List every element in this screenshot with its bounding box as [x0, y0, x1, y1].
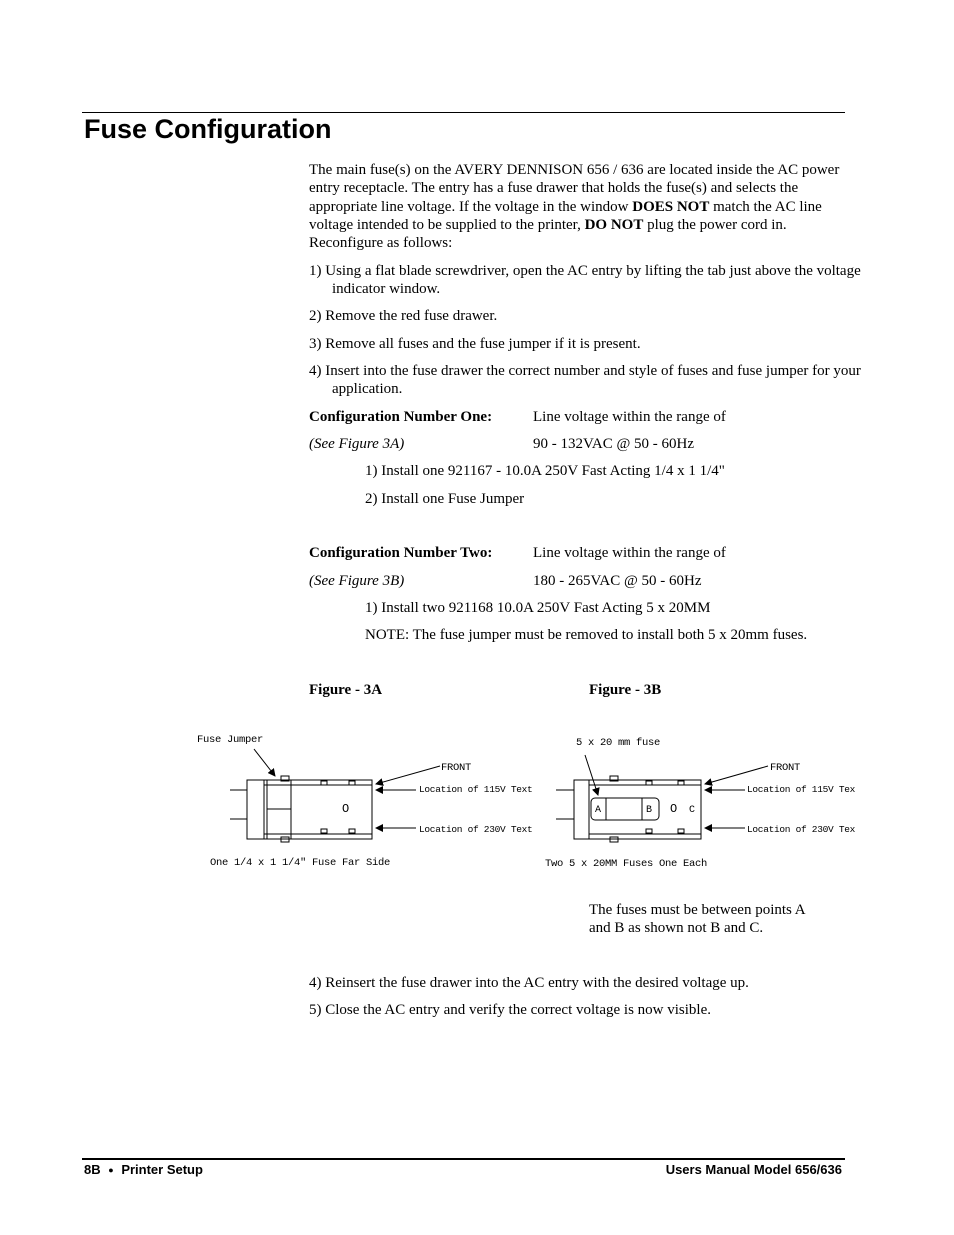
config-two-note: NOTE: The fuse jumper must be removed to install both 5 x 20mm fuses.	[365, 627, 808, 643]
footer-bullet: ●	[108, 1165, 114, 1175]
figure-3a-center-mark: O	[342, 802, 350, 816]
footer-section: Printer Setup	[121, 1162, 203, 1177]
figure-3b-caption: Figure - 3B	[589, 682, 662, 698]
intro-bold-2: DO NOT	[584, 216, 644, 233]
footer-left	[84, 1162, 203, 1177]
intro-text-2: match the AC line voltage intended to be supplied to the printer,	[309, 198, 822, 233]
step-4: 4) Insert into the fuse drawer the correct number and style of fuses and fuse jumper for your application.	[309, 363, 861, 398]
config-one-range-label: Line voltage within the range of	[533, 409, 726, 425]
figure-3a-loc-115: Location of 115V Text	[419, 784, 533, 795]
config-one-heading: Configuration Number One:	[309, 409, 493, 425]
config-one-item-1: 1) Install one 921167 - 10.0A 250V Fast Acting 1/4 x 1 1/4"	[365, 463, 725, 479]
figure-3b-note: The fuses must be between points A and B as shown not B and C.	[589, 902, 805, 937]
footer-rule	[82, 1158, 845, 1160]
footer-right: Users Manual Model 656/636	[665, 1162, 842, 1177]
config-two-item-1: 1) Install two 921168 10.0A 250V Fast Acting 5 x 20MM	[365, 600, 711, 616]
config-two-see-figure: (See Figure 3B)	[309, 573, 405, 589]
config-two-heading: Configuration Number Two:	[309, 545, 493, 561]
step-3: 3) Remove all fuses and the fuse jumper if it is present.	[309, 336, 641, 352]
config-one-item-2: 2) Install one Fuse Jumper	[365, 491, 525, 507]
intro-text-3: plug the power cord in. Reconfigure as follows:	[309, 216, 787, 252]
final-step-4: 4) Reinsert the fuse drawer into the AC entry with the desired voltage up.	[309, 975, 749, 991]
intro-bold-1: DOES NOT	[632, 198, 710, 215]
figure-3b-loc-230: Location of 230V Tex	[747, 824, 856, 835]
figure-3b-fuse-label: 5 x 20 mm fuse	[576, 737, 661, 749]
figure-3b-point-c: C	[689, 805, 696, 816]
figure-3b-point-a: A	[595, 805, 602, 816]
figure-3b-front-label: FRONT	[770, 762, 801, 774]
footer-page-number: 8B	[84, 1162, 101, 1177]
figure-3a-loc-230: Location of 230V Text	[419, 824, 533, 835]
final-step-5: 5) Close the AC entry and verify the correct voltage is now visible.	[309, 1002, 711, 1018]
figure-3a-caption: Figure - 3A	[309, 682, 383, 698]
figure-3b-point-b: B	[646, 805, 653, 816]
figure-3b-center-mark: O	[670, 802, 678, 816]
figure-3b-loc-115: Location of 115V Tex	[747, 784, 856, 795]
intro-text-1: The main fuse(s) on the AVERY DENNISON 656 / 636 are located inside the AC power entry receptacle. The entry has a fuse drawer that holds the fuse(s) and selects the appropriate line voltage. If the voltage in the window	[309, 162, 840, 215]
config-one-see-figure: (See Figure 3A)	[309, 436, 405, 452]
step-1: 1) Using a flat blade screwdriver, open the AC entry by lifting the tab just above the voltage indicator window.	[309, 263, 861, 298]
step-2: 2) Remove the red fuse drawer.	[309, 308, 498, 324]
page-title: Fuse Configuration	[84, 114, 332, 144]
config-one-range: 90 - 132VAC @ 50 - 60Hz	[533, 436, 695, 452]
figure-3a-front-label: FRONT	[441, 762, 472, 774]
figure-3b-bottom-label: Two 5 x 20MM Fuses One Each	[545, 858, 708, 870]
config-two-range-label: Line voltage within the range of	[533, 545, 726, 561]
figure-3a-fuse-jumper-label: Fuse Jumper	[197, 734, 264, 746]
figure-3a-bottom-label: One 1/4 x 1 1/4" Fuse Far Side	[210, 857, 391, 869]
config-two-range: 180 - 265VAC @ 50 - 60Hz	[533, 573, 702, 589]
